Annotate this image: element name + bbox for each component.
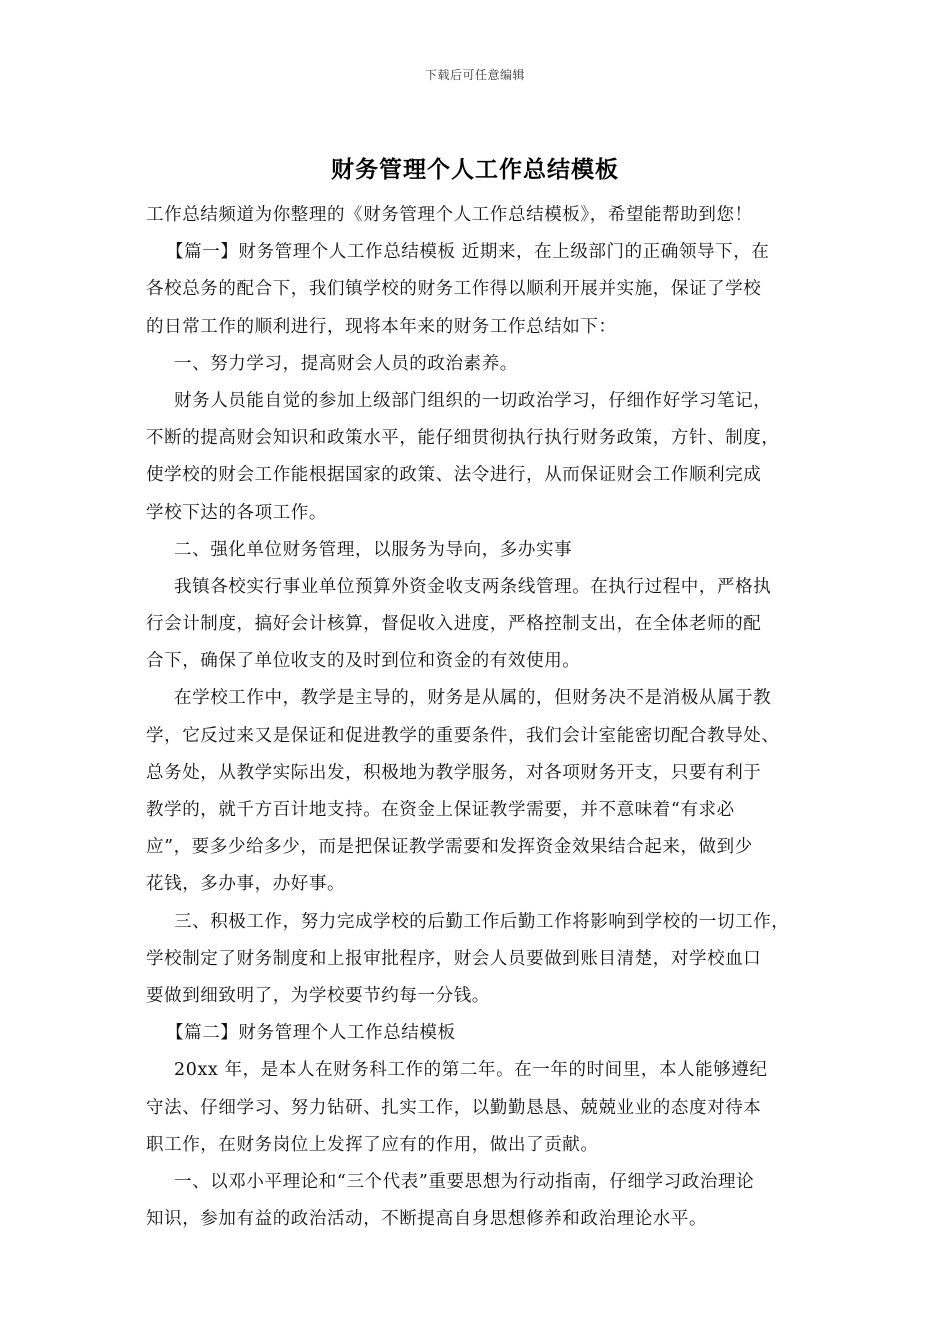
document-title: 财务管理个人工作总结模板 <box>331 156 619 183</box>
paragraph-line: 总务处，从教学实际出发，积极地为教学服务，对各项财务开支，只要有利于 <box>146 762 762 783</box>
paragraph-line: 花钱，多办事，办好事。 <box>146 874 346 895</box>
paragraph-line: 职工作，在财务岗位上发挥了应有的作用，做出了贡献。 <box>146 1134 599 1155</box>
paragraph-line: 【篇一】财务管理个人工作总结模板 近期来，在上级部门的正确领导下，在 <box>166 242 770 263</box>
paragraph-line: 要做到细致明了，为学校要节约每一分钱。 <box>146 985 490 1006</box>
paragraph-line: 工作总结频道为你整理的《财务管理个人工作总结模板》，希望能帮助到您！ <box>146 205 753 225</box>
paragraph-line: 在学校工作中，教学是主导的，财务是从属的，但财务决不是消极从属于教 <box>174 688 772 709</box>
paragraph-line: 我镇各校实行事业单位预算外资金收支两条线管理。在执行过程中，严格执 <box>174 576 772 597</box>
paragraph-line: 行会计制度，搞好会计核算，督促收入进度，严格控制支出，在全体老师的配 <box>146 614 762 635</box>
paragraph-line: 学校下达的各项工作。 <box>146 502 327 523</box>
paragraph-line: 学校制定了财务制度和上报审批程序，财会人员要做到账目清楚，对学校血口 <box>146 948 762 969</box>
paragraph-line: 学，它反过来又是保证和促进教学的重要条件，我们会计室能密切配合教导处、 <box>146 725 780 746</box>
paragraph-line: 应”，要多少给多少，而是把保证教学需要和发挥资金效果结合起来，做到少 <box>146 837 753 858</box>
paragraph-line: 的日常工作的顺利进行，现将本年来的财务工作总结如下： <box>146 316 617 337</box>
paragraph-line: 守法、仔细学习、努力钻研、扎实工作，以勤勤恳恳、兢兢业业的态度对待本 <box>146 1097 762 1118</box>
paragraph-line: 教学的，就千方百计地支持。在资金上保证教学需要，并不意味着“有求必 <box>146 800 735 820</box>
paragraph-line: 使学校的财会工作能根据国家的政策、法令进行，从而保证财会工作顺利完成 <box>146 465 762 486</box>
paragraph-line: 财务人员能自觉的参加上级部门组织的一切政治学习，仔细作好学习笔记， <box>174 390 772 411</box>
section-heading-line: 一、努力学习，提高财会人员的政治素养。 <box>174 353 518 374</box>
paragraph-line: 20xx 年，是本人在财务科工作的第二年。在一年的时间里，本人能够遵纪 <box>174 1060 768 1081</box>
document-body <box>146 197 818 1238</box>
paragraph-line: 合下，确保了单位收支的及时到位和资金的有效使用。 <box>146 651 581 672</box>
section-heading-line: 二、强化单位财务管理，以服务为导向，多办实事 <box>174 539 573 560</box>
paragraph-line: 知识，参加有益的政治活动，不断提高自身思想修养和政治理论水平。 <box>146 1209 708 1230</box>
section-heading-line: 【篇二】财务管理个人工作总结模板 <box>166 1023 456 1044</box>
paragraph-line: 不断的提高财会知识和政策水平，能仔细贯彻执行执行财务政策，方针、制度， <box>146 428 780 449</box>
header-note: 下载后可任意编辑 <box>424 68 525 82</box>
paragraph-line: 各校总务的配合下，我们镇学校的财务工作得以顺利开展并实施，保证了学校 <box>146 279 762 300</box>
section-heading-line: 三、积极工作，努力完成学校的后勤工作后勤工作将影响到学校的一切工作， <box>174 911 790 932</box>
section-heading-line: 一、以邓小平理论和“三个代表”重要思想为行动指南，仔细学习政治理论 <box>174 1171 755 1192</box>
